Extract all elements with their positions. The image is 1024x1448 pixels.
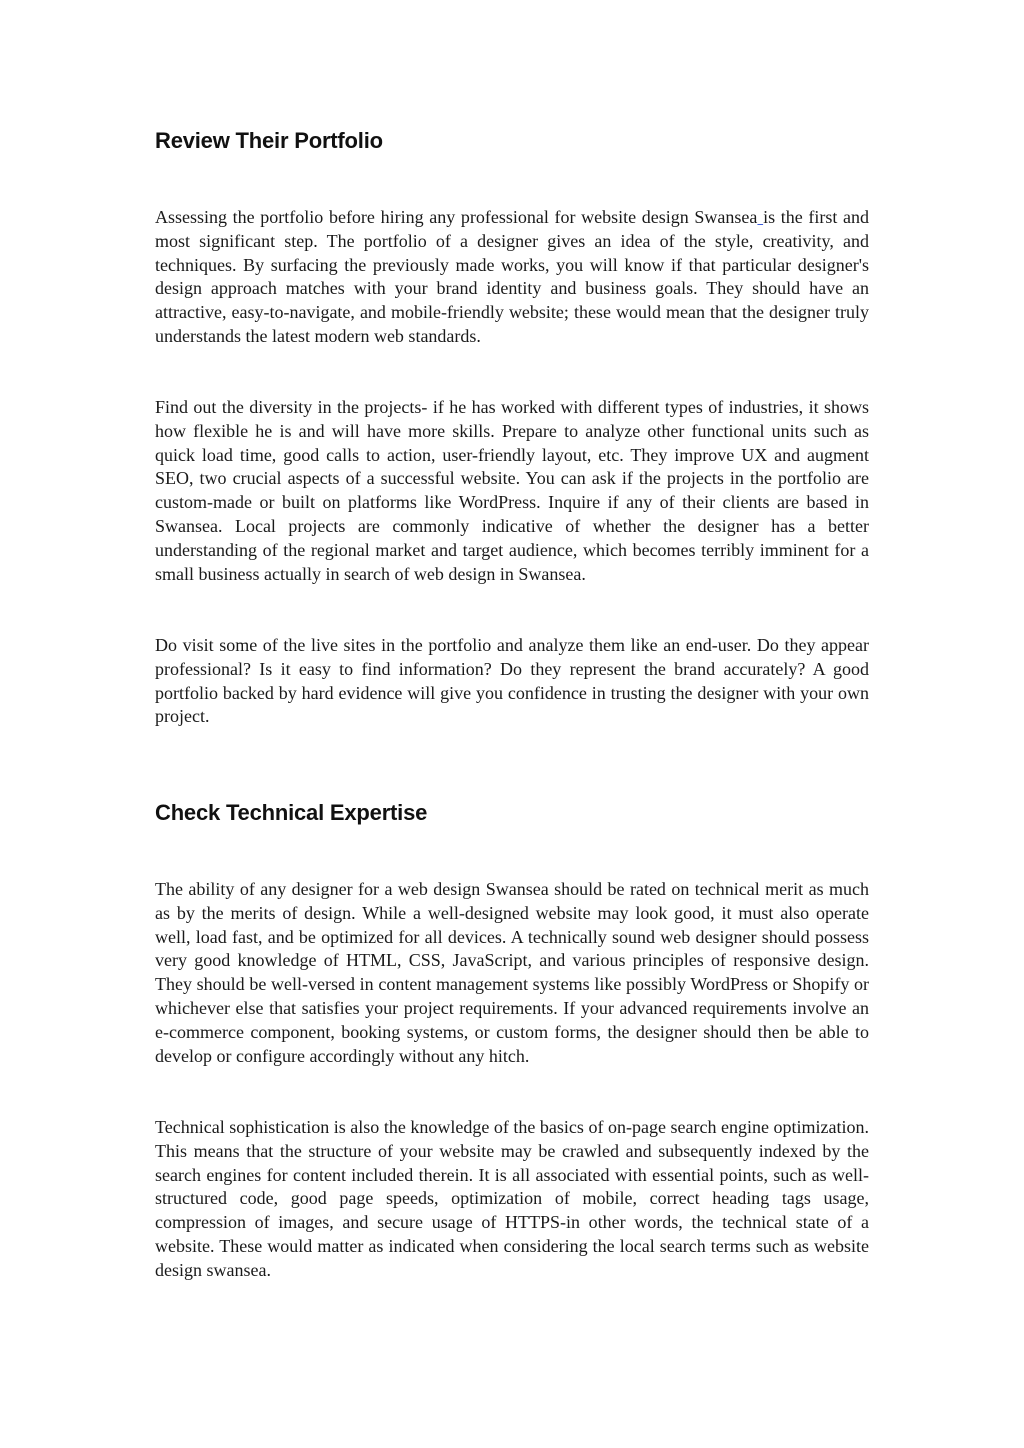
paragraph-portfolio-intro [155, 206, 869, 349]
heading-review-portfolio: Review Their Portfolio [155, 128, 383, 153]
paragraph-seo-knowledge: Technical sophistication is also the knowledge of the basics of on-page search engine optimization. This means that the structure of your website may be crawled and subsequently indexed by the search engines for content included therein. It is all associated with essential points, such as well-structured code, good page speeds, optimization of mobile, correct heading tags usage, compression of images, and secure usage of HTTPS-in other words, the technical state of a website. These would matter as indicated when considering the local search terms such as website design swansea. [155, 1117, 869, 1280]
paragraph-technical-merit: The ability of any designer for a web design Swansea should be rated on technical merit as much as by the merits of design. While a well-designed website may look good, it must also operate well, load fast, and be optimized for all devices. A technically sound web designer should possess very good knowledge of HTML, CSS, JavaScript, and various principles of responsive design. They should be well-versed in content management systems like possibly WordPress or Shopify or whichever else that satisfies your project requirements. If your advanced requirements involve an e-commerce component, booking systems, or custom forms, the designer should then be able to develop or configure accordingly without any hitch. [155, 879, 869, 1066]
paragraph-portfolio-intro-continued: is the first and most significant step. The portfolio of a designer gives an idea of the style, creativity, and techniques. By surfacing the previously made works, you will know if that particular designer's design approach matches with your brand identity and business goals. They should have an attractive, easy-to-navigate, and mobile-friendly website; these would mean that the designer truly understands the latest modern web standards. [155, 207, 870, 346]
paragraph-project-diversity: Find out the diversity in the projects- if he has worked with different types of industries, it shows how flexible he is and will have more skills. Prepare to analyze other functional units such as quick load time, good calls to action, user-friendly layout, etc. They improve UX and augment SEO, two crucial aspects of a successful website. You can ask if the projects in the portfolio are custom-made or built on platforms like WordPress. Inquire if any of their clients are based in Swansea. Local projects are commonly indicative of whether the designer has a better understanding of the regional market and target audience, which becomes terribly imminent for a small business actually in search of web design in Swansea. [155, 397, 869, 584]
paragraph-portfolio-intro-text: Assessing the portfolio before hiring any professional for website design Swansea [155, 207, 758, 227]
paragraph-live-sites: Do visit some of the live sites in the portfolio and analyze them like an end-user. Do they appear professional? Is it easy to find information? Do they represent the brand accurately? A good portfolio backed by hard evidence will give you confidence in trusting the designer with your own project. [155, 635, 869, 727]
heading-technical-expertise: Check Technical Expertise [155, 800, 428, 825]
